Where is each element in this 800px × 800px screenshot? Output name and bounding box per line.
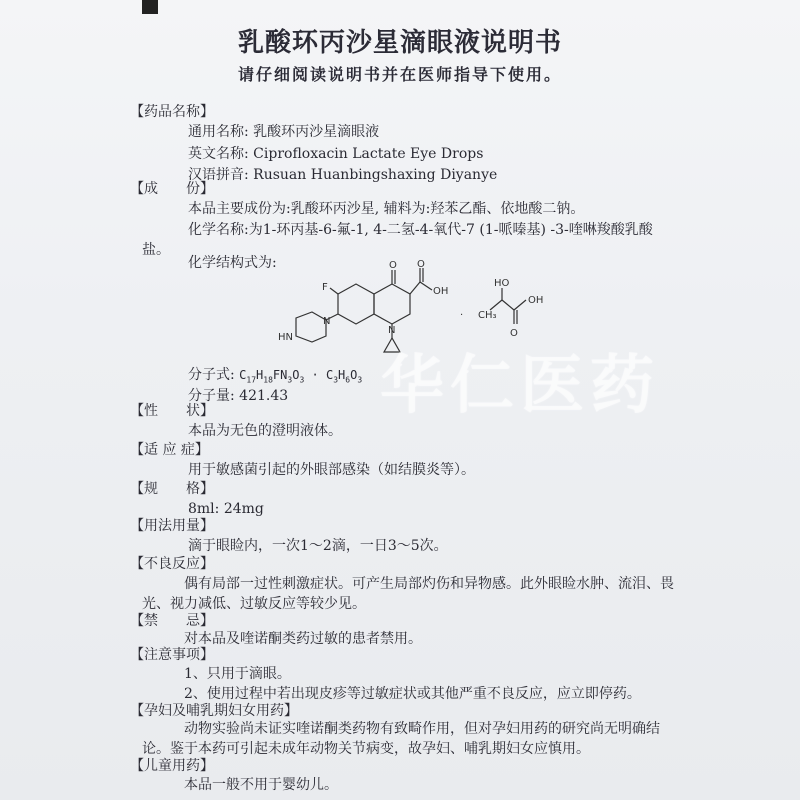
generic-name: 通用名称: 乳酸环丙沙星滴眼液 xyxy=(188,124,380,140)
struct-label-O-lactic: O xyxy=(510,328,518,339)
struct-label-OH-lactic: OH xyxy=(528,295,544,306)
section-header-dosage: 【用法用量】 xyxy=(130,518,214,534)
chemical-name-line2: 盐。 xyxy=(142,242,170,258)
struct-label-N-pip: N xyxy=(323,316,331,327)
document-subtitle: 请仔细阅读说明书并在医师指导下使用。 xyxy=(237,65,562,84)
struct-label-O-acid: O xyxy=(417,259,425,270)
precaution-item-2: 2、使用过程中若出现皮疹等过敏症状或其他严重不良反应，应立即停药。 xyxy=(184,686,641,702)
struct-label-OH: OH xyxy=(433,286,449,297)
section-header-adverse: 【不良反应】 xyxy=(130,556,214,572)
molecular-formula: 分子式: $C_{17}H_{18}FN_3O_3 \cdot C_3H_6O_3$ xyxy=(188,367,363,385)
properties-text: 本品为无色的澄明液体。 xyxy=(188,423,342,439)
section-header-pregnancy: 【孕妇及哺乳期妇女用药】 xyxy=(130,703,298,719)
struct-label-N1: N xyxy=(388,325,396,336)
pregnancy-line1: 动物实验尚未证实喹诺酮类药物有致畸作用，但对孕妇用药的研究尚无明确结 xyxy=(184,721,660,737)
specification-text: 8ml: 24mg xyxy=(188,501,264,517)
section-header-properties: 【性 状】 xyxy=(130,403,214,419)
structure-label: 化学结构式为: xyxy=(188,255,277,271)
dosage-text: 滴于眼睑内，一次1～2滴，一日3～5次。 xyxy=(188,538,448,554)
ingredients-main: 本品主要成份为:乳酸环丙沙星, 辅料为:羟苯乙酯、依地酸二钠。 xyxy=(188,201,585,217)
edge-mark xyxy=(142,0,158,14)
precaution-item-1: 1、只用于滴眼。 xyxy=(184,666,291,682)
chemical-name-line1: 化学名称:为1-环丙基-6-氟-1, 4-二氢-4-氧代-7 (1-哌嗪基) -3-喹啉羧酸乳酸 xyxy=(188,222,653,238)
document-title: 乳酸环丙沙星滴眼液说明书 xyxy=(237,28,562,58)
adverse-line1: 偶有局部一过性刺激症状。可产生局部灼伤和异物感。此外眼睑水肿、流泪、畏 xyxy=(184,576,674,592)
section-header-drug-name: 【药品名称】 xyxy=(130,104,214,120)
watermark: 华仁医药 xyxy=(380,349,660,423)
indications-text: 用于敏感菌引起的外眼部感染（如结膜炎等）。 xyxy=(188,462,475,478)
section-header-children: 【儿童用药】 xyxy=(130,758,214,774)
struct-label-CH3: CH₃ xyxy=(478,310,497,321)
adverse-line2: 光、视力减低、过敏反应等较少见。 xyxy=(142,596,366,612)
section-header-contraindications: 【禁 忌】 xyxy=(130,613,214,629)
struct-label-F: F xyxy=(322,282,328,293)
struct-label-HO: HO xyxy=(494,278,510,289)
section-header-indications: 【适 应 症】 xyxy=(130,442,209,458)
pregnancy-line2: 论。鉴于本药可引起未成年动物关节病变，故孕妇、哺乳期妇女应慎用。 xyxy=(142,741,590,757)
section-header-specification: 【规 格】 xyxy=(130,481,214,497)
english-name: 英文名称: Ciprofloxacin Lactate Eye Drops xyxy=(188,146,484,162)
section-header-ingredients: 【成 份】 xyxy=(130,181,214,197)
struct-label-O: O xyxy=(389,260,397,271)
struct-label-HN: HN xyxy=(278,332,293,343)
children-text: 本品一般不用于婴幼儿。 xyxy=(184,777,338,793)
molecular-weight: 分子量: 421.43 xyxy=(188,388,289,404)
contraindications-text: 对本品及喹诺酮类药过敏的患者禁用。 xyxy=(184,631,422,647)
pinyin-name: 汉语拼音: Rusuan Huanbingshaxing Diyanye xyxy=(188,167,498,183)
section-header-precautions: 【注意事项】 xyxy=(130,647,214,663)
struct-label-dot: · xyxy=(460,310,464,321)
